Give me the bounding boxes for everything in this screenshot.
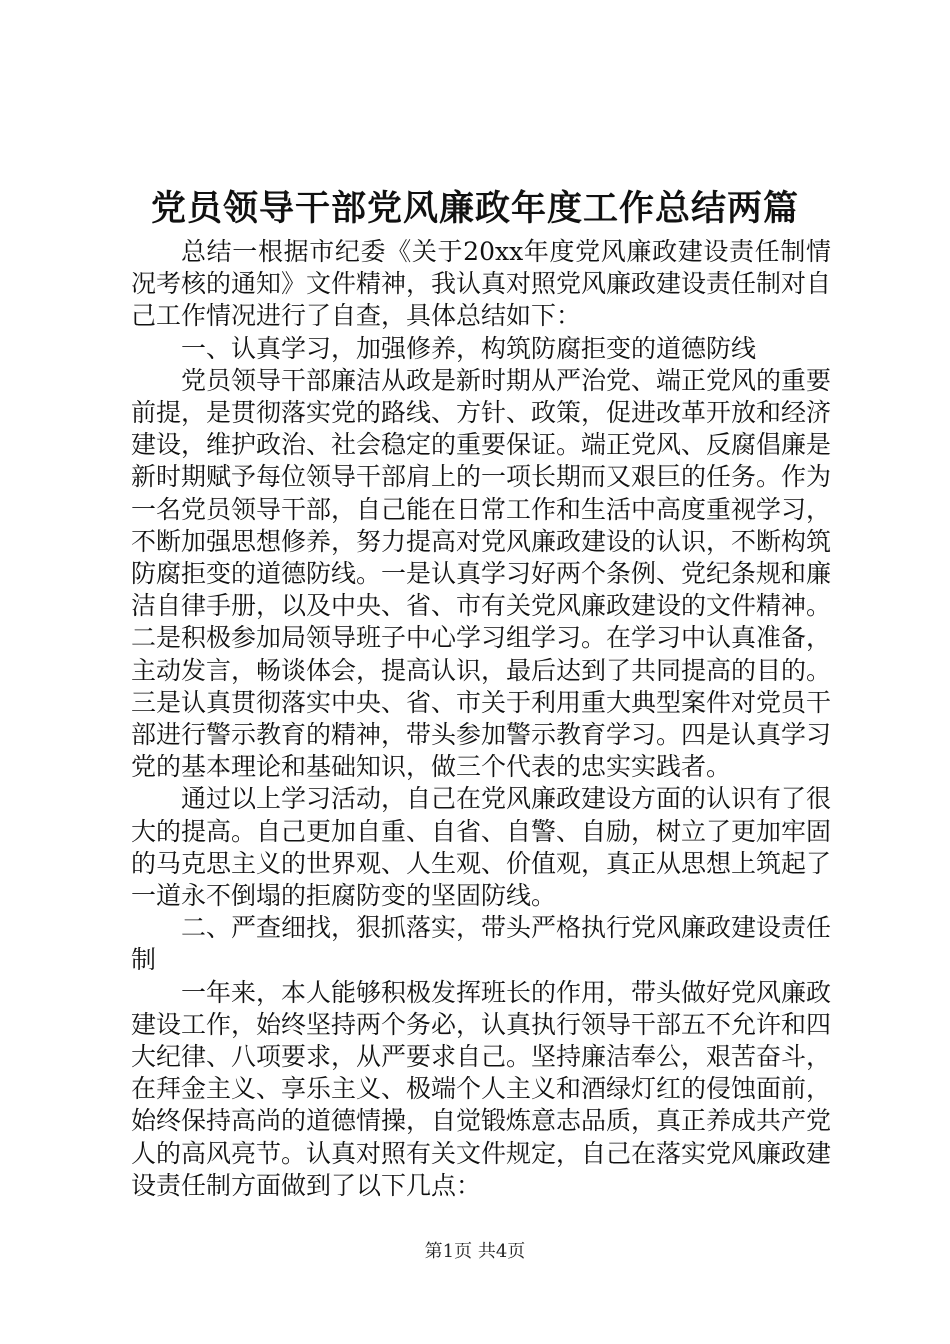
paragraph-responsibility: 一年来，本人能够积极发挥班长的作用，带头做好党风廉政建设工作，始终坚持两个务必，认真执行领导干部五不允许和四大纪律、八项要求，从严要求自己。坚持廉洁奉公，艰苦奋斗，在拜金主义、享乐主义、极端个人主义和酒绿灯红的侵蚀面前，始终保持高尚的道德情操，自觉锻炼意志品质，真正养成共产党人的高风亮节。认真对照有关文件规定，自己在落实党风廉政建设责任制方面做到了以下几点： <box>131 977 832 1200</box>
document-body <box>131 236 831 1202</box>
page-number-footer: 第1页 共4页 <box>424 1241 526 1262</box>
paragraph-study-result: 通过以上学习活动，自己在党风廉政建设方面的认识有了很大的提高。自己更加自重、自省、自警、自励，树立了更加牢固的马克思主义的世界观、人生观、价值观，真正从思想上筑起了一道永不倒塌的拒腐防变的坚固防线。 <box>131 784 832 911</box>
section-heading-2: 二、严查细找，狠抓落实，带头严格执行党风廉政建设责任制 <box>131 913 832 975</box>
paragraph-intro: 总结一根据市纪委《关于20xx年度党风廉政建设责任制情况考核的通知》文件精神，我认真对照党风廉政建设责任制对自己工作情况进行了自查，具体总结如下： <box>131 237 832 331</box>
document-title: 党员领导干部党风廉政年度工作总结两篇 <box>150 189 799 229</box>
section-heading-1: 一、认真学习，加强修养，构筑防腐拒变的道德防线 <box>181 333 757 363</box>
paragraph-study: 党员领导干部廉洁从政是新时期从严治党、端正党风的重要前提，是贯彻落实党的路线、方针、政策，促进改革开放和经济建设，维护政治、社会稳定的重要保证。端正党风、反腐倡廉是新时期赋予每位领导干部肩上的一项长期而又艰巨的任务。作为一名党员领导干部，自己能在日常工作和生活中高度重视学习，不断加强思想修养，努力提高对党风廉政建设的认识，不断构筑防腐拒变的道德防线。一是认真学习好两个条例、党纪条规和廉洁自律手册，以及中央、省、市有关党风廉政建设的文件精神。二是积极参加局领导班子中心学习组学习。在学习中认真准备，主动发言，畅谈体会，提高认识，最后达到了共同提高的目的。三是认真贯彻落实中央、省、市关于利用重大典型案件对党员干部进行警示教育的精神，带头参加警示教育学习。四是认真学习党的基本理论和基础知识，做三个代表的忠实实践者。 <box>131 365 832 782</box>
